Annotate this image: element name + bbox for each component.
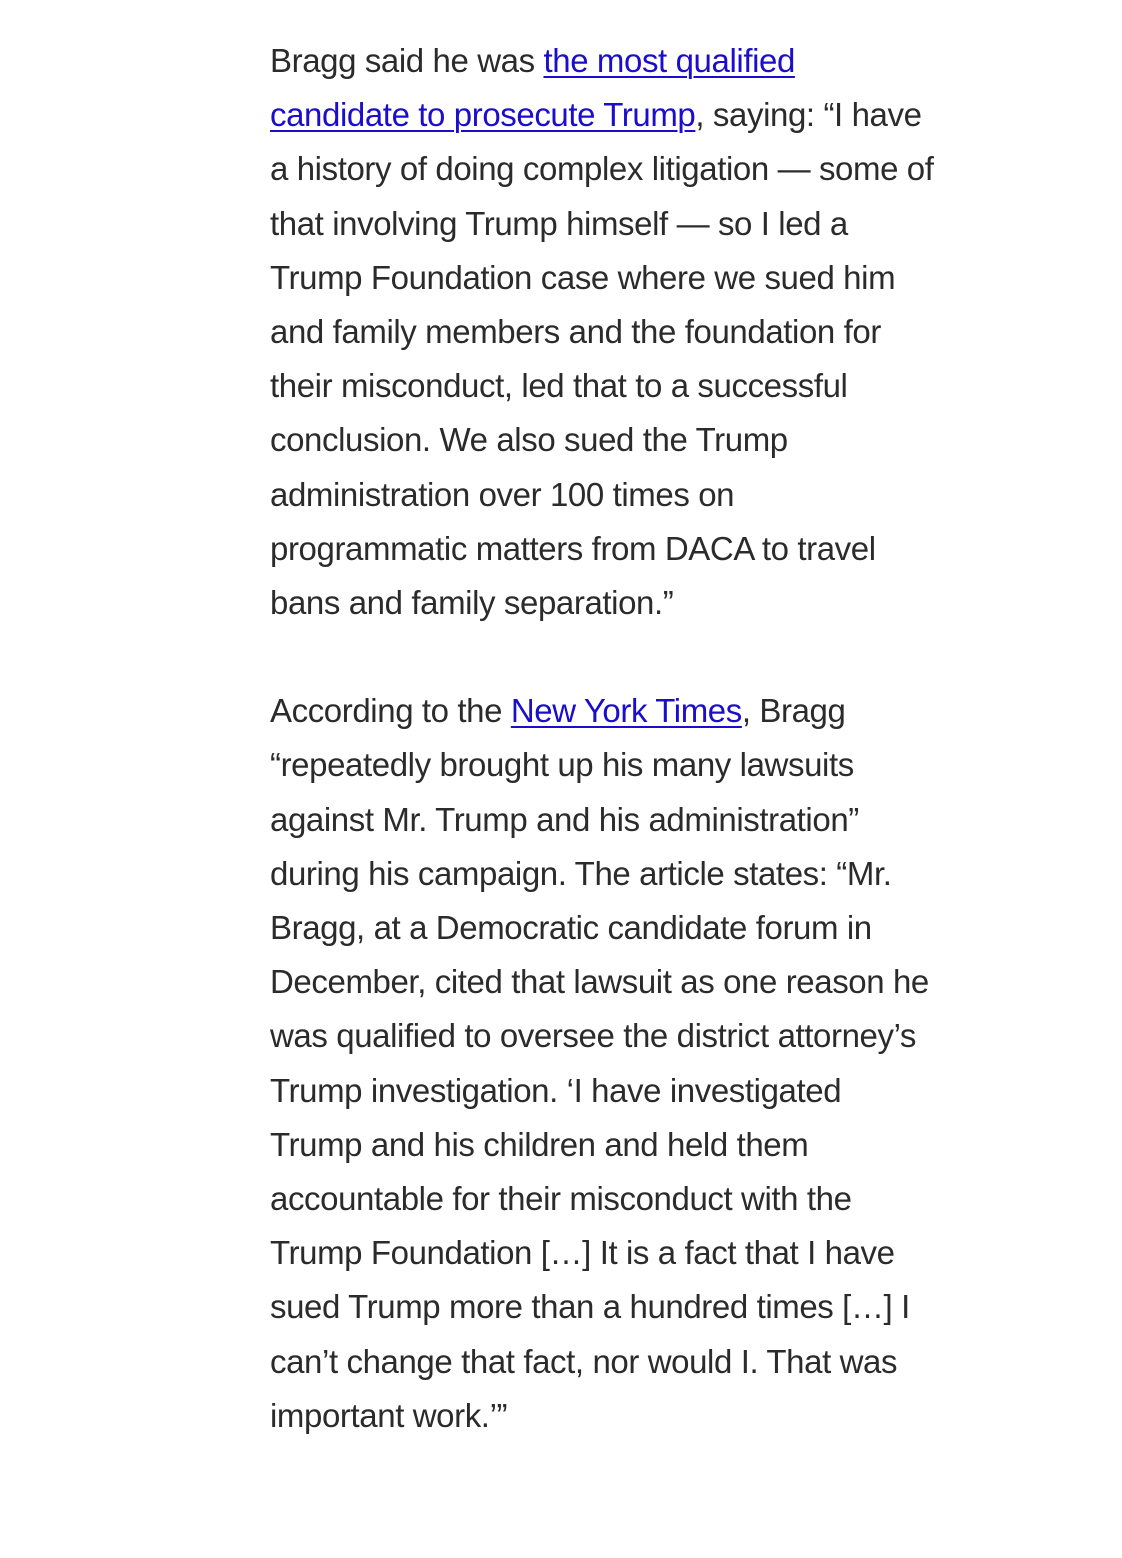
article-body	[270, 34, 935, 1443]
link-new-york-times[interactable]: New York Times	[510, 692, 742, 730]
paragraph-bragg-qualified	[270, 34, 935, 630]
paragraph-text: , saying: “I have a history of doing complex litigation — some of that involving Trump himself — so I led a Trump Foundation case where we sued him and family members and the foundation for their misconduct, led that to a successful conclusion. We also sued the Trump administration over 100 times on programmatic matters from DACA to travel bans and family separation.”	[270, 96, 934, 622]
link-most-qualified-candidate[interactable]: the most qualified candidate to prosecute Trump	[270, 42, 795, 134]
paragraph-text: , Bragg “repeatedly brought up his many lawsuits against Mr. Trump and his administration” during his campaign. The article states: “Mr. Bragg, at a Democratic candidate forum in December, cited that lawsuit as one reason he was qualified to oversee the district attorney’s Trump investigation. ‘I have investigated Trump and his children and held them accountable for their misconduct with the Trump Foundation […] It is a fact that I have sued Trump more than a hundred times […] I can’t change that fact, nor would I. That was important work.’”	[270, 692, 929, 1434]
paragraph-new-york-times	[270, 684, 935, 1443]
paragraph-text: According to the	[270, 692, 511, 730]
paragraph-text: Bragg said he was	[270, 42, 544, 79]
